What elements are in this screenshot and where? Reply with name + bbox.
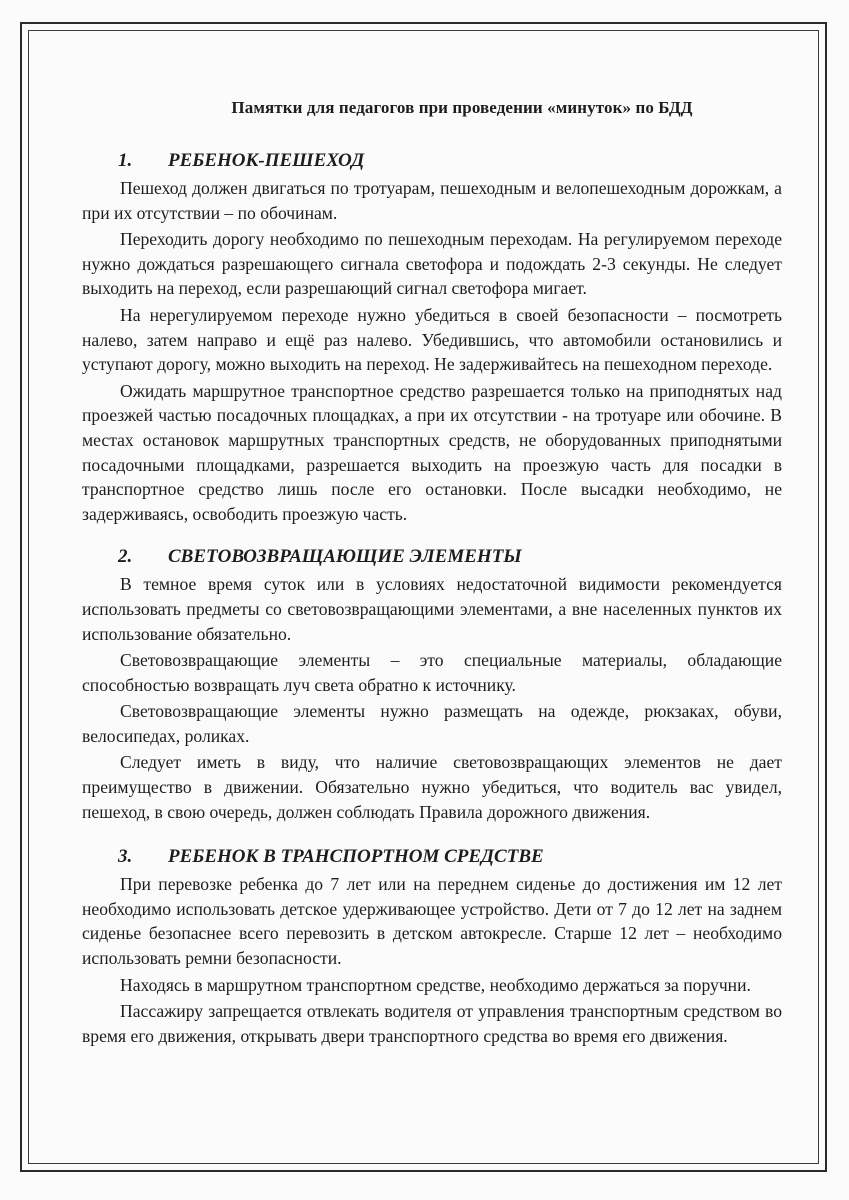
- paragraph: Находясь в маршрутном транспортном средстве, необходимо держаться за поручни.: [120, 974, 751, 995]
- section-title: РЕБЕНОК-ПЕШЕХОД: [168, 150, 365, 171]
- section-heading: [82, 846, 782, 868]
- paragraph: В темное время суток или в условиях недостаточной видимости рекомендуется использовать предметы со световозвращающими элементами, а вне населенных пунктов их использование обязательно.: [82, 574, 782, 644]
- paragraph: Световозвращающие элементы нужно размещать на одежде, рюкзаках, обуви, велосипедах, роликах.: [82, 701, 782, 746]
- section-heading: [82, 150, 782, 172]
- section-title: РЕБЕНОК В ТРАНСПОРТНОМ СРЕДСТВЕ: [168, 846, 544, 868]
- section-number: 2.: [118, 546, 133, 568]
- paragraph: Пешеход должен двигаться по тротуарам, пешеходным и велопешеходным дорожкам, а при их отсутствии – по обочинам.: [82, 178, 782, 223]
- paragraph: Ожидать маршрутное транспортное средство разрешается только на приподнятых над проезжей частью посадочных площадках, а при их отсутствии - на тротуаре или обочине. В местах остановок маршрутных транспортных средств, не оборудованных приподнятыми посадочными площадками, разрешается выходить на проезжую часть для посадки в транспортное средство лишь после его остановки. После высадки необходимо, не задерживаясь, освободить проезжую часть.: [82, 380, 782, 524]
- document-body: [82, 98, 782, 1068]
- section-number: 3.: [118, 846, 133, 868]
- section-child-in-vehicle: [82, 846, 782, 1048]
- section-heading: [82, 546, 782, 568]
- paragraph: При перевозке ребенка до 7 лет или на переднем сиденье до достижения им 12 лет необходимо использовать детское удерживающее устройство. Дети от 7 до 12 лет на заднем сиденье безопаснее всего перевозить в детском автокресле. Старше 12 лет – необходимо использовать ремни безопасности.: [82, 874, 782, 969]
- section-title: СВЕТОВОЗВРАЩАЮЩИЕ ЭЛЕМЕНТЫ: [168, 546, 522, 568]
- paragraph: На нерегулируемом переходе нужно убедиться в своей безопасности – посмотреть налево, затем направо и ещё раз налево. Убедившись, что автомобили остановились и уступают дорогу, можно выходить на переход. Не задерживайтесь на пешеходном переходе.: [82, 304, 782, 375]
- paragraph: Следует иметь в виду, что наличие световозвращающих элементов не дает преимущество в движении. Обязательно нужно убедиться, что водитель вас увидел, пешеход, в свою очередь, должен соблюдать Правила дорожного движения.: [82, 752, 782, 822]
- paragraph: Пассажиру запрещается отвлекать водителя от управления транспортным средством во время его движения, открывать двери транспортного средства во время его движения.: [82, 1001, 782, 1046]
- section-pedestrian: [82, 150, 782, 526]
- paragraph: Переходить дорогу необходимо по пешеходным переходам. На регулируемом переходе нужно дождаться разрешающего сигнала светофора и подождать 2-3 секунды. Не следует выходить на переход, если разрешающий сигнал светофора мигает.: [82, 229, 782, 299]
- document-title: Памятки для педагогов при проведении «минуток» по БДД: [231, 98, 693, 117]
- section-number: 1.: [118, 150, 133, 171]
- paragraph: Световозвращающие элементы – это специальные материалы, обладающие способностью возвращать луч света обратно к источнику.: [82, 650, 782, 695]
- section-reflective-elements: [82, 546, 782, 824]
